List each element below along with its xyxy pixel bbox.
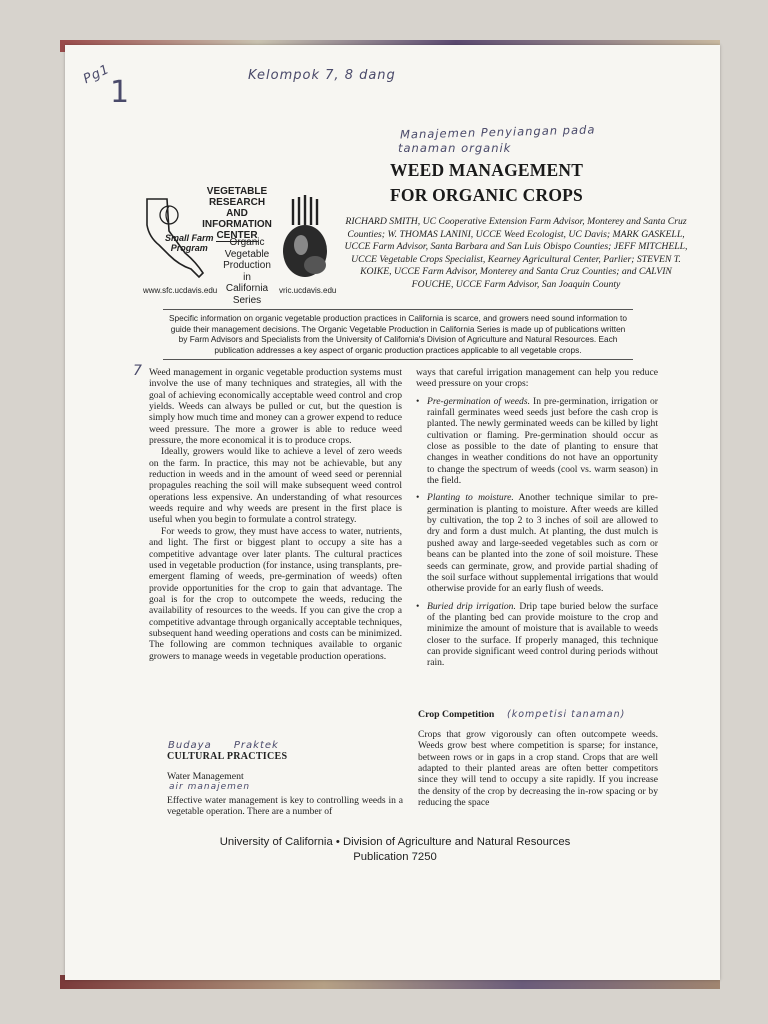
vric-url: vric.ucdavis.edu [279, 286, 337, 295]
handwritten-title-translation-1: Manajemen Penyiangan pada [399, 122, 596, 142]
bullet-2-term: Planting to moisture. [427, 492, 514, 504]
vric-line-2: RESEARCH AND [208, 197, 266, 219]
bullet-pre-germination [416, 396, 658, 487]
sfc-url: www.sfc.ucdavis.edu [143, 286, 218, 295]
intro-text: Specific information on organic vegetable production practices in California is scarce, and growers need sound information to guide their management decisions. The Organic Vegetable Production in California Series is made up of publications written by Farm Advisors and Specialists from the University of California's Division of Agriculture and Natural Resources. Each publication addresses a key aspect of organic production practices applicable to all vegetable crops. [169, 313, 627, 355]
title-line-1: WEED MANAGEMENT [390, 160, 584, 180]
publication-footer [215, 835, 575, 865]
col1-paragraph-2: Ideally, growers would like to achieve a level of zero weeds on the farm. In practice, this may not be achievable, but any reduction in weeds and in the amount of weed seed or perennial propagules reaching the soil will make subsequent weed control operations less expensive. An understanding of what resources weeds require and why weeds are present in the first place is useful when you begin to formulate a control strategy. [149, 446, 402, 526]
small-farm-line-1: Small Farm [165, 233, 214, 243]
series-line-2: Vegetable [224, 248, 270, 260]
handwritten-water-note: air manajemen [169, 782, 251, 792]
document-title [390, 158, 583, 208]
vric-line-3: INFORMATION [202, 219, 272, 230]
col1-paragraph-3: For weeds to grow, they must have access to water, nutrients, and light. The first or biggest plant to occupy a site has a competitive advantage over later plants. The cultural practices used in vegetable production (for instance, using transplants, pre-emergent flaming of weeds, pre-germination of weeds) often provide opportunities for the crop to gain that advantage. The goal is for the crop to outcompete the weeds, reducing the availability of resources to the weeds. If you can give the crop a competitive advantage through organically acceptable techniques, subsequent hand weeding operations and costs can be minimized. The following are common techniques available to organic growers to manage weeds in vegetable production operations. [149, 525, 402, 662]
bullet-buried-drip [416, 601, 658, 669]
vric-line-4: CENTER [216, 230, 258, 241]
document-page [65, 45, 720, 980]
bullet-planting-to-moisture [416, 492, 658, 594]
column-left [149, 367, 402, 662]
col2-paragraph-1: ways that careful irrigation management can help you reduce weed pressure on your crops: [416, 367, 658, 390]
col1-water-paragraph-wrap [167, 795, 403, 818]
small-farm-program-label [165, 233, 214, 253]
heading-water-management: Water Management [167, 771, 244, 782]
series-label [219, 237, 275, 306]
col2-crop-paragraph-wrap [418, 729, 658, 808]
handwritten-margin-number: 7 [133, 363, 143, 379]
handwritten-title-translation-2: tanaman organik [398, 141, 512, 155]
bullet-1-text: In pre-germination, irrigation or rainfall germinates weed seeds just before the cash crop is planted. The newly germinated weeds can be killed by light cultivation or flaming. Pre-germination should occur as close as possible to the date of planting to ensure that changes in weather conditions do not have an opportunity to change the spectrum of weeds (cool vs. warm season) in the field. [427, 395, 658, 487]
col1-paragraph-1: Weed management in organic vegetable production systems must involve the use of many techniques and strategies, all with the goal of achieving economically acceptable weed control and crop yields. Weeds can always be pulled or cut, but the question is simply how much time and money can a grower expend to reduce weed pressure. The more a grower is able to reduce weed pressure, the more economical it is to produce crops. [149, 367, 402, 447]
bullet-3-term: Buried drip irrigation. [427, 600, 516, 612]
title-line-2: FOR ORGANIC CROPS [390, 185, 583, 205]
column-right [416, 367, 658, 669]
series-line-4: California [225, 283, 269, 294]
intro-rule-bottom [163, 359, 633, 360]
bullet-1-term: Pre-germination of weeds. [427, 395, 530, 407]
col1-paragraph-4: Effective water management is key to controlling weeds in a vegetable operation. There are a number of [167, 795, 403, 818]
bullet-2-text: Another technique similar to pre-germination is planting to moisture. After weeds are killed by cultivation, the top 2 to 3 inches of soil are allowed to dry and form a dust mulch. At planting, the dust mulch is pushed away and large-seeded vegetables such as corn or beans can be planted into the zone of soil moisture. These seeds can germinate, grow, and provide partial shading of the soil surface without supplemental irrigations that would otherwise provide for an early flush of weeds. [427, 492, 658, 595]
handwritten-crop-note: (kompetisi tanaman) [507, 709, 626, 720]
col2-paragraph-2: Crops that grow vigorously can often outcompete weeds. Weeds grow best where competition is sparse; for instance, between rows or in gaps in a crop stand. Crops that are well adapted to their planted areas are often better competitors since they will tend to occupy a site rapidly. If you increase the density of the crop by decreasing the in-row spacing or by reducing the space [418, 729, 658, 809]
handwritten-group-note: Kelompok 7, 8 dang [248, 68, 396, 83]
footer-line-2: Publication 7250 [353, 851, 437, 863]
heading-cultural-practices: CULTURAL PRACTICES [167, 751, 288, 762]
vric-line-1: VEGETABLE [206, 186, 268, 197]
author-list: RICHARD SMITH, UC Cooperative Extension Farm Advisor, Monterey and Santa Cruz Counties; W. THOMAS LANINI, UCCE Weed Ecologist, UC Davis; MARK GASKELL, UCCE Farm Advisor, Santa Barbara and San Luis Obispo Counties; JEFF MITCHELL, UCCE Vegetable Crops Specialist, Kearney Agricultural Center, Parlier; STEVEN T. KOIKE, UCCE Farm Advisor, Monterey and Santa Cruz Counties; and CALVIN FOUCHE, UCCE Farm Advisor, San Joaquin County [344, 216, 688, 290]
handwritten-cultural-note: Budaya Praktek [168, 740, 279, 751]
series-line-1: Organic [229, 237, 265, 248]
handwritten-mark: 1 [110, 75, 131, 110]
footer-line-1: University of California • Division of Agriculture and Natural Resources [219, 836, 571, 848]
bullet-3-text: Drip tape buried below the surface of the planting bed can provide moisture to the crop and minimize the amount of moisture that is available to weeds closer to the surface. If properly managed, this technique can provide significant weed control during periods without rain. [427, 600, 659, 669]
handwritten-page-label: Pg1 [81, 61, 113, 88]
series-line-3: Production in [223, 260, 271, 283]
heading-crop-competition: Crop Competition [418, 709, 495, 720]
vegetable-logo-icon [279, 195, 331, 287]
small-farm-line-2: Program [170, 243, 208, 253]
series-line-5: Series [232, 294, 262, 306]
intro-rule-top [163, 309, 633, 310]
